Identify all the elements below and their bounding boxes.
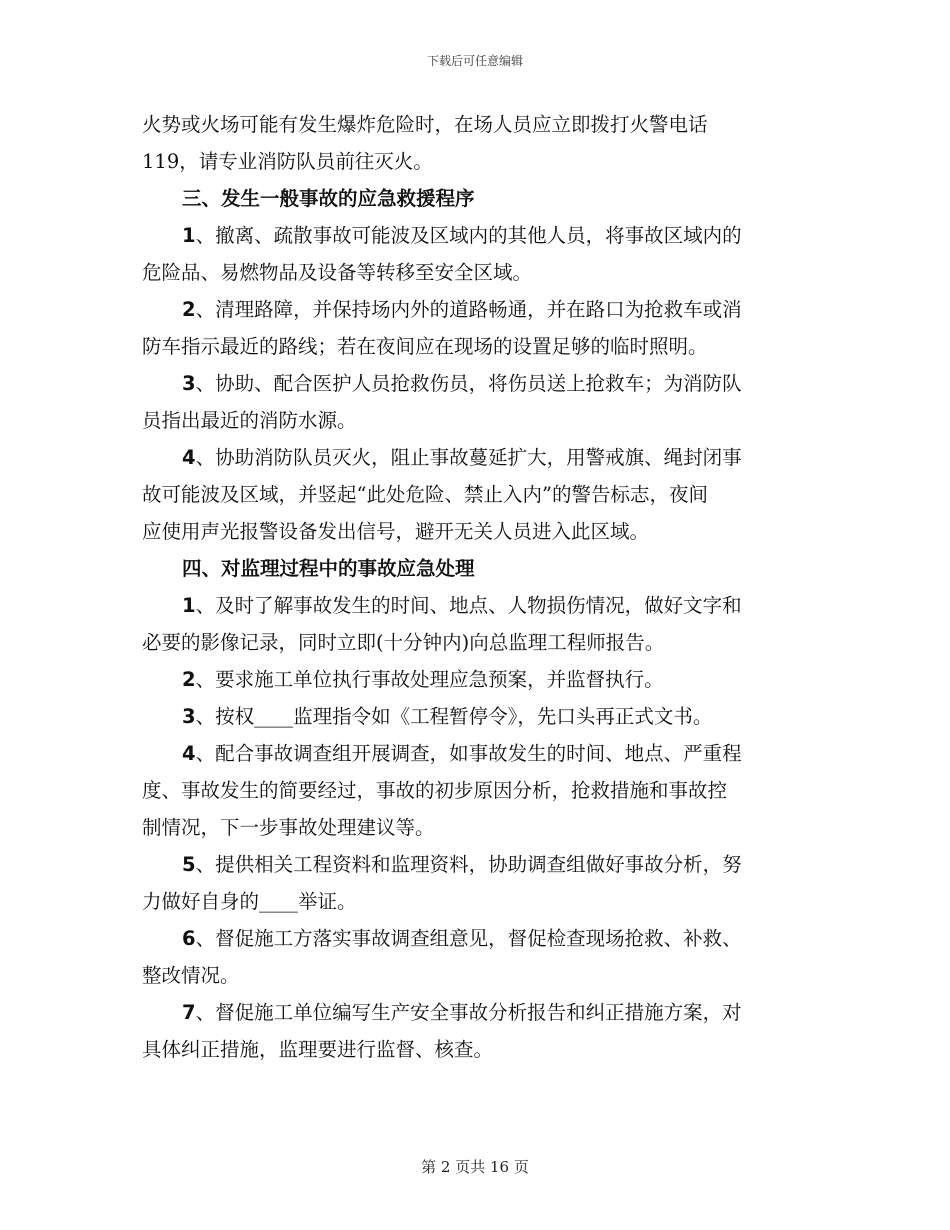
line-text: 整改情况。 [142,964,240,987]
paragraph-line [142,106,810,143]
line-text: 必要的影像记录，同时立即(十分钟内)向总监理工程师报告。 [142,631,665,654]
line-text: 、清理路障，并保持场内外的道路畅通，并在路口为抢救车或消 [195,298,742,321]
line-text: 员指出最近的消防水源。 [142,409,357,432]
paragraph-line [142,402,810,439]
item-number: 6 [182,927,196,950]
paragraph-line [142,476,810,513]
list-item-line [142,920,810,957]
line-text: 危险品、易燃物品及设备等转移至安全区域。 [142,261,533,284]
line-text: 、督促施工单位编写生产安全事故分析报告和纠正措施方案，对 [195,1001,742,1024]
paragraph-line [142,883,810,920]
heading-text: 三、发生一般事故的应急救援程序 [182,187,475,210]
item-number: 2 [182,668,196,691]
list-item-line [142,587,810,624]
item-number: 1 [182,594,196,617]
heading-text: 四、对监理过程中的事故应急处理 [182,557,475,580]
item-number: 5 [182,853,196,876]
item-number: 1 [182,224,196,247]
page-header: 下载后可任意编辑 [426,54,523,68]
line-text: 、协助、配合医护人员抢救伤员，将伤员送上抢救车；为消防队 [195,372,742,395]
line-text: 、配合事故调查组开展调查，如事故发生的时间、地点、严重程 [195,742,742,765]
line-text: 、要求施工单位执行事故处理应急预案，并监督执行。 [195,668,664,691]
line-text: 、协助消防队员灭火，阻止事故蔓延扩大，用警戒旗、绳封闭事 [195,446,742,469]
item-number: 4 [182,446,196,469]
line-text: 度、事故发生的简要经过，事故的初步原因分析，抢救措施和事故控 [142,779,728,802]
page-footer: 第 2 页共 16 页 [421,1158,529,1176]
paragraph-line [142,957,810,994]
section-heading [142,550,810,587]
line-text: 、按权____监理指令如《工程暂停令》，先口头再正式文书。 [195,705,713,728]
line-text: 、提供相关工程资料和监理资料，协助调查组做好事故分析，努 [195,853,742,876]
item-number: 3 [182,705,196,728]
list-item-line [142,661,810,698]
section-heading [142,180,810,217]
list-item-line [142,217,810,254]
paragraph-line [142,1031,810,1068]
list-item-line [142,365,810,402]
list-item-line [142,291,810,328]
item-number: 7 [182,1001,196,1024]
line-text: 火势或火场可能有发生爆炸危险时，在场人员应立即拨打火警电话 [142,113,708,136]
line-text: 制情况，下一步事故处理建议等。 [142,816,435,839]
line-text: 应使用声光报警设备发出信号，避开无关人员进入此区域。 [142,520,650,543]
paragraph-line [142,513,810,550]
line-text: 、督促施工方落实事故调查组意见，督促检查现场抢救、补救、 [195,927,742,950]
line-text: 、撤离、疏散事故可能波及区域内的其他人员，将事故区域内的 [195,224,742,247]
line-text: 力做好自身的____举证。 [142,890,357,913]
paragraph-line [142,143,810,180]
list-item-line [142,846,810,883]
line-text: 、及时了解事故发生的时间、地点、人物损伤情况，做好文字和 [195,594,742,617]
line-text: 防车指示最近的路线；若在夜间应在现场的设置足够的临时照明。 [142,335,708,358]
paragraph-line [142,624,810,661]
item-number: 3 [182,372,196,395]
line-text: 119，请专业消防队员前往灭火。 [142,150,433,173]
item-number: 4 [182,742,196,765]
paragraph-line [142,772,810,809]
list-item-line [142,735,810,772]
paragraph-line [142,254,810,291]
list-item-line [142,698,810,735]
line-text: 故可能波及区域，并竖起“此处危险、禁止入内”的警告标志，夜间 [142,483,708,506]
paragraph-line [142,328,810,365]
document-body [142,106,810,1068]
list-item-line [142,994,810,1031]
item-number: 2 [182,298,196,321]
line-text: 具体纠正措施，监理要进行监督、核查。 [142,1038,494,1061]
list-item-line [142,439,810,476]
paragraph-line [142,809,810,846]
